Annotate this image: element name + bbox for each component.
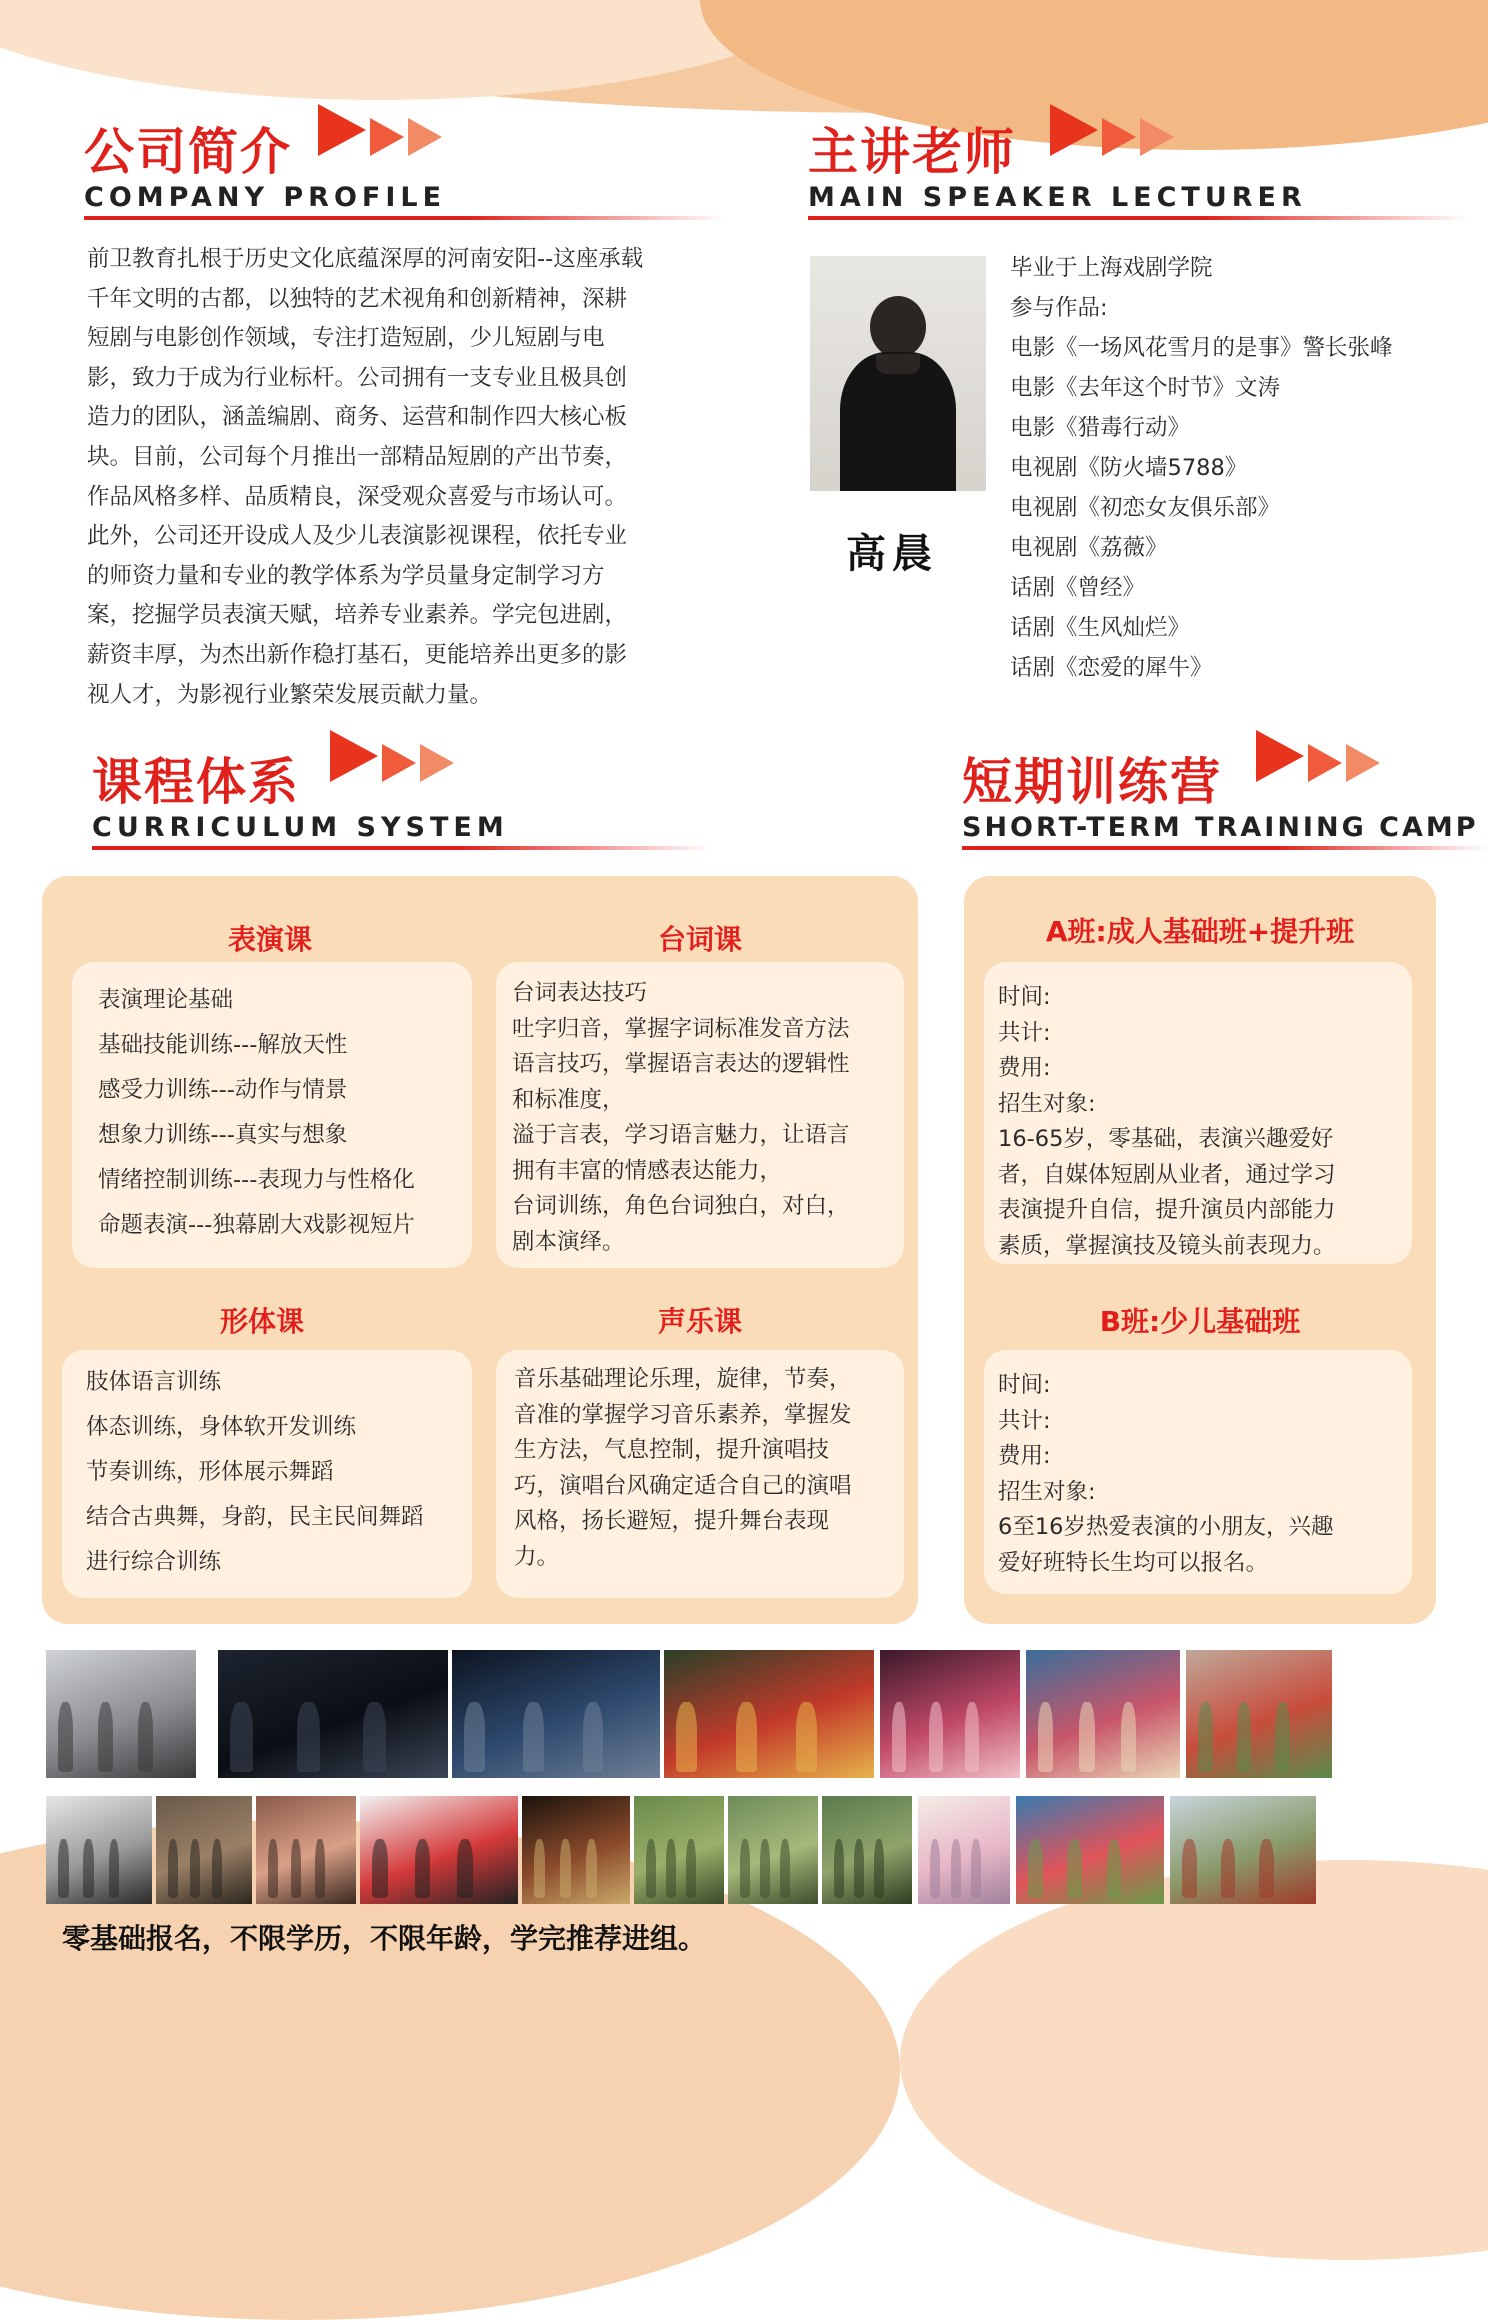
green-screen-photo-2 [728,1796,818,1904]
poster-wall-photo [880,1650,1020,1778]
lecturer-work-line: 电视剧《防火墙5788》 [1010,455,1248,481]
camp-line: 表演提升自信，提升演员内部能力 [998,1197,1336,1223]
lecturer-works-list [1010,248,1393,688]
course-line: 溢于言表，学习语言魅力，让语言 [512,1122,850,1148]
company-profile-line: 视人才，为影视行业繁荣发展贡献力量。 [87,681,493,708]
course-line: 结合古典舞，身韵，民主民间舞蹈 [86,1504,424,1530]
outdoor-opening-photo [1186,1650,1332,1778]
stage-costume-photo [522,1796,630,1904]
company-profile-line: 案，挖掘学员表演天赋，培养专业素养。学完包进剧， [87,602,628,629]
camp-line: 共计: [998,1407,1051,1434]
camp-line: 费用: [998,1055,1051,1081]
enrollment-slogan: 零基础报名，不限学历，不限年龄，学完推荐进组。 [62,1922,707,1955]
outdoor-ceremony-photo [1170,1796,1316,1904]
course-text-body [86,1360,424,1585]
company-profile-line: 前卫教育扎根于历史文化底蕴深厚的河南安阳--这座承载 [87,246,644,272]
lecturer-work-line: 电影《猎毒行动》 [1010,415,1191,441]
course-title-lines: 台词课 [657,923,742,956]
child-hanfu-photo [918,1796,1010,1904]
title-arrow-icon [330,730,458,782]
lecturer-work-line: 电影《去年这个时节》文涛 [1010,375,1281,401]
lecturer-work-line: 电影《一场风花雪月的是事》警长张峰 [1010,335,1393,361]
camp-line: 招生对象: [998,1478,1096,1505]
course-line: 台词表达技巧 [512,980,648,1006]
garden-performance-photo [1016,1796,1164,1904]
course-text-acting [98,978,415,1248]
stage-silhouette-photo [218,1650,448,1778]
camp-class-a-title: A班:成人基础班+提升班 [1045,915,1355,948]
rehearsal-room-photo [46,1650,196,1778]
course-line: 拥有丰富的情感表达能力， [512,1157,783,1184]
camp-line: 素质，掌握演技及镜头前表现力。 [998,1232,1336,1259]
portrait-bw-photo [46,1796,152,1904]
course-line: 体态训练，身体软开发训练 [86,1414,357,1440]
camp-line: 16-65岁，零基础，表演兴趣爱好 [998,1126,1334,1152]
green-screen-photo-3 [822,1796,912,1904]
course-line: 力。 [514,1543,560,1570]
lecturer-work-line: 电视剧《荔薇》 [1010,535,1168,561]
company-profile-subtitle: COMPANY PROFILE [84,182,447,213]
course-line: 情绪控制训练---表现力与性格化 [98,1167,415,1193]
section-underline [84,216,724,220]
camp-line: 共计: [998,1019,1051,1046]
lecturer-title: 主讲老师 [808,123,1016,181]
lecturer-name: 高晨 [846,530,938,577]
section-underline [92,846,712,850]
press-wall-photo [360,1796,518,1904]
course-line: 吐字归音，掌握字词标准发音方法 [512,1015,850,1042]
camp-class-b-title: B班:少儿基础班 [1099,1305,1301,1338]
lecturer-work-line: 电视剧《初恋女友俱乐部》 [1010,495,1281,521]
bottom-right-background-wave [900,1860,1488,2260]
course-line: 肢体语言训练 [86,1369,222,1395]
course-line: 命题表演---独幕剧大戏影视短片 [98,1212,415,1238]
course-line: 进行综合训练 [86,1549,222,1575]
course-line: 表演理论基础 [98,987,234,1013]
company-profile-line: 造力的团队，涵盖编剧、商务、运营和制作四大核心板 [87,404,628,431]
lecturer-work-line: 参与作品: [1010,295,1108,321]
two-person-selfie-photo [256,1796,356,1904]
course-line: 想象力训练---真实与想象 [98,1122,348,1148]
curriculum-title: 课程体系 [92,753,300,811]
section-underline [808,216,1468,220]
company-profile-text [87,240,643,715]
course-line: 音准的掌握学习音乐素养，掌握发 [514,1401,852,1428]
course-line: 台词训练，角色台词独白，对白， [512,1193,850,1219]
course-line: 基础技能训练---解放天性 [98,1032,348,1058]
company-profile-line: 块。目前，公司每个月推出一部精品短剧的产出节奏， [87,443,628,470]
camp-line: 爱好班特长生均可以报名。 [998,1549,1269,1576]
course-text-vocal [514,1362,852,1575]
camp-title: 短期训练营 [962,753,1222,811]
camp-line: 招生对象: [998,1090,1096,1117]
course-line: 巧，演唱台风确定适合自己的演唱 [514,1472,852,1499]
lecturer-work-line: 话剧《生风灿烂》 [1010,615,1191,641]
title-arrow-icon [318,104,446,156]
section-underline [962,846,1488,850]
course-title-body: 形体课 [219,1305,304,1338]
camp-line: 时间: [998,1372,1051,1398]
lecturer-subtitle: MAIN SPEAKER LECTURER [808,182,1307,213]
company-profile-line: 的师资力量和专业的教学体系为学员量身定制学习方 [87,562,605,589]
company-profile-line: 影，致力于成为行业标杆。公司拥有一支专业且极具创 [87,364,628,391]
course-line: 语言技巧，掌握语言表达的逻辑性 [512,1051,850,1077]
course-text-lines [512,976,850,1260]
lecturer-photo [810,256,986,491]
course-line: 风格，扬长避短，提升舞台表现 [514,1508,830,1534]
company-profile-line: 薪资丰厚，为杰出新作稳打基石，更能培养出更多的影 [87,641,628,668]
course-line: 生方法，气息控制，提升演唱技 [514,1437,830,1463]
course-title-acting: 表演课 [227,923,312,956]
company-profile-line: 此外，公司还开设成人及少儿表演影视课程，依托专业 [87,523,628,550]
camp-subtitle: SHORT-TERM TRAINING CAMP [962,812,1479,843]
camp-class-a-text [998,980,1336,1264]
lecturer-work-line: 毕业于上海戏剧学院 [1010,255,1213,281]
company-profile-title: 公司简介 [84,123,292,181]
title-arrow-icon [1256,730,1384,782]
camp-class-b-text [998,1368,1333,1581]
lecturer-work-line: 话剧《曾经》 [1010,575,1146,601]
company-profile-line: 短剧与电影创作领域，专注打造短剧，少儿短剧与电 [87,325,605,352]
camp-line: 费用: [998,1443,1051,1469]
green-screen-photo-1 [634,1796,724,1904]
lecturer-work-line: 话剧《恋爱的犀牛》 [1010,655,1213,681]
course-line: 和标准度， [512,1086,625,1113]
company-profile-line: 千年文明的古都，以独特的艺术视角和创新精神，深耕 [87,285,628,312]
camp-line: 时间: [998,984,1051,1010]
camp-line: 6至16岁热爱表演的小朋友，兴趣 [998,1514,1334,1540]
stage-play-photo [452,1650,660,1778]
camp-line: 者，自媒体短剧从业者，通过学习 [998,1161,1336,1188]
course-line: 剧本演绎。 [512,1228,625,1255]
costume-drama-set-photo [1026,1650,1180,1778]
course-line: 节奏训练，形体展示舞蹈 [86,1459,334,1485]
course-line: 音乐基础理论乐理，旋律，节奏， [514,1366,852,1392]
premiere-event-photo [664,1650,874,1778]
title-arrow-icon [1050,104,1178,156]
course-title-vocal: 声乐课 [657,1305,742,1338]
company-profile-line: 作品风格多样、品质精良，深受观众喜爱与市场认可。 [87,483,628,510]
group-selfie-photo [156,1796,252,1904]
course-line: 感受力训练---动作与情景 [98,1077,348,1103]
curriculum-subtitle: CURRICULUM SYSTEM [92,812,509,843]
